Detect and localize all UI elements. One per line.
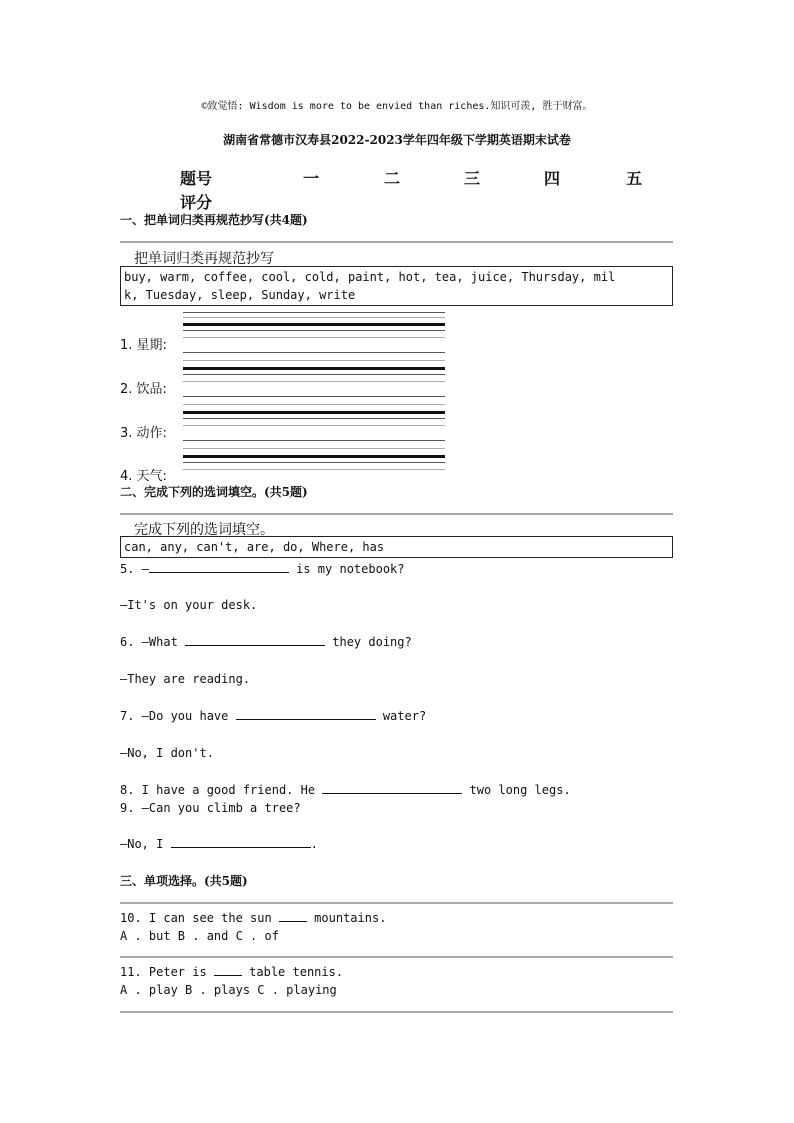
copy-line: [183, 374, 445, 375]
answer-blank[interactable]: [171, 837, 311, 848]
question-text: two long legs.: [462, 783, 571, 797]
divider: [120, 956, 673, 958]
question-text: .: [310, 837, 318, 851]
copy-line: [183, 337, 445, 338]
question-text: is my notebook?: [288, 562, 405, 576]
answer-blank[interactable]: [279, 911, 307, 922]
question-8: [120, 783, 571, 797]
word-bank-line-1: buy, warm, coffee, cool, cold, paint, hot, tea, juice, Thursday, mil: [124, 270, 616, 284]
divider: [120, 1011, 673, 1013]
score-column-5: 五: [626, 169, 643, 188]
copy-line: [183, 352, 445, 353]
copy-line: [183, 418, 445, 419]
answer-blank[interactable]: [214, 965, 242, 976]
section-2-title: 二、完成下列的选词填空。(共5题): [120, 485, 308, 499]
copy-line: [183, 455, 445, 458]
header-quote: ©致觉悟: Wisdom is more to be envied than riches.知识可羡, 胜于财富。: [201, 101, 593, 112]
word-bank-box: [120, 266, 673, 306]
page-title: 湖南省常德市汉寿县2022-2023学年四年级下学期英语期末试卷: [223, 133, 571, 147]
copy-line: [183, 312, 445, 313]
question-10-options: A . but B . and C . of: [120, 929, 279, 943]
category-label: 饮品:: [136, 382, 167, 397]
category-drinks: [120, 378, 167, 397]
question-text: water?: [375, 709, 427, 723]
question-text: 5. —: [120, 562, 149, 576]
question-11: [120, 965, 343, 979]
divider: [120, 241, 673, 243]
question-9: 9. —Can you climb a tree?: [120, 801, 301, 815]
question-11-options: A . play B . plays C . playing: [120, 983, 337, 997]
score-column-2: 二: [384, 169, 401, 188]
word-bank-line: can, any, can't, are, do, Where, has: [124, 540, 385, 554]
copy-line: [183, 425, 445, 426]
category-number: 4.: [120, 469, 133, 484]
section-1-box-title: 把单词归类再规范抄写: [134, 251, 274, 267]
category-weekday: [120, 334, 167, 353]
section-2-box-title: 完成下列的选词填空。: [134, 522, 274, 538]
category-number: 3.: [120, 426, 133, 441]
question-5-answer: —It's on your desk.: [120, 598, 258, 612]
section-1-title: 一、把单词归类再规范抄写(共4题): [120, 213, 308, 227]
question-7: [120, 709, 426, 723]
copy-line: [183, 411, 445, 414]
score-column-4: 四: [544, 169, 561, 188]
answer-blank[interactable]: [149, 562, 289, 573]
answer-blank[interactable]: [322, 783, 462, 794]
copy-line: [183, 381, 445, 382]
category-actions: [120, 422, 167, 441]
divider: [120, 902, 673, 904]
score-table-row-label: 题号: [180, 169, 213, 188]
copy-line: [183, 462, 445, 463]
copy-line: [183, 360, 445, 361]
category-number: 2.: [120, 382, 133, 397]
question-7-answer: —No, I don't.: [120, 746, 214, 760]
question-6: [120, 635, 412, 649]
question-text: 11. Peter is: [120, 965, 214, 979]
category-label: 天气:: [136, 469, 167, 484]
question-text: table tennis.: [241, 965, 344, 979]
question-10: [120, 911, 386, 925]
question-9-answer: [120, 837, 318, 851]
copy-line: [183, 396, 445, 397]
word-bank-box: [120, 536, 673, 558]
question-text: mountains.: [306, 911, 387, 925]
word-bank-line-2: k, Tuesday, sleep, Sunday, write: [124, 288, 356, 302]
question-5: [120, 562, 405, 576]
score-column-3: 三: [464, 169, 481, 188]
divider: [120, 513, 673, 515]
answer-blank[interactable]: [236, 709, 376, 720]
copy-line: [183, 404, 445, 405]
question-text: 6. —What: [120, 635, 186, 649]
copy-line: [183, 469, 445, 470]
answer-blank[interactable]: [185, 635, 325, 646]
copy-line: [183, 317, 445, 318]
question-text: they doing?: [325, 635, 412, 649]
section-3-title: 三、单项选择。(共5题): [120, 874, 248, 888]
question-text: 8. I have a good friend. He: [120, 783, 323, 797]
category-weather: [120, 465, 167, 484]
copy-line: [183, 448, 445, 449]
copy-line: [183, 323, 445, 326]
question-text: 7. —Do you have: [120, 709, 236, 723]
score-row-label: 评分: [180, 193, 213, 212]
question-text: 10. I can see the sun: [120, 911, 279, 925]
category-label: 星期:: [136, 338, 167, 353]
score-column-1: 一: [303, 169, 320, 188]
copy-line: [183, 367, 445, 370]
copy-line: [183, 440, 445, 441]
question-6-answer: —They are reading.: [120, 672, 251, 686]
category-number: 1.: [120, 338, 133, 353]
category-label: 动作:: [136, 426, 167, 441]
copy-line: [183, 330, 445, 331]
question-text: —No, I: [120, 837, 171, 851]
